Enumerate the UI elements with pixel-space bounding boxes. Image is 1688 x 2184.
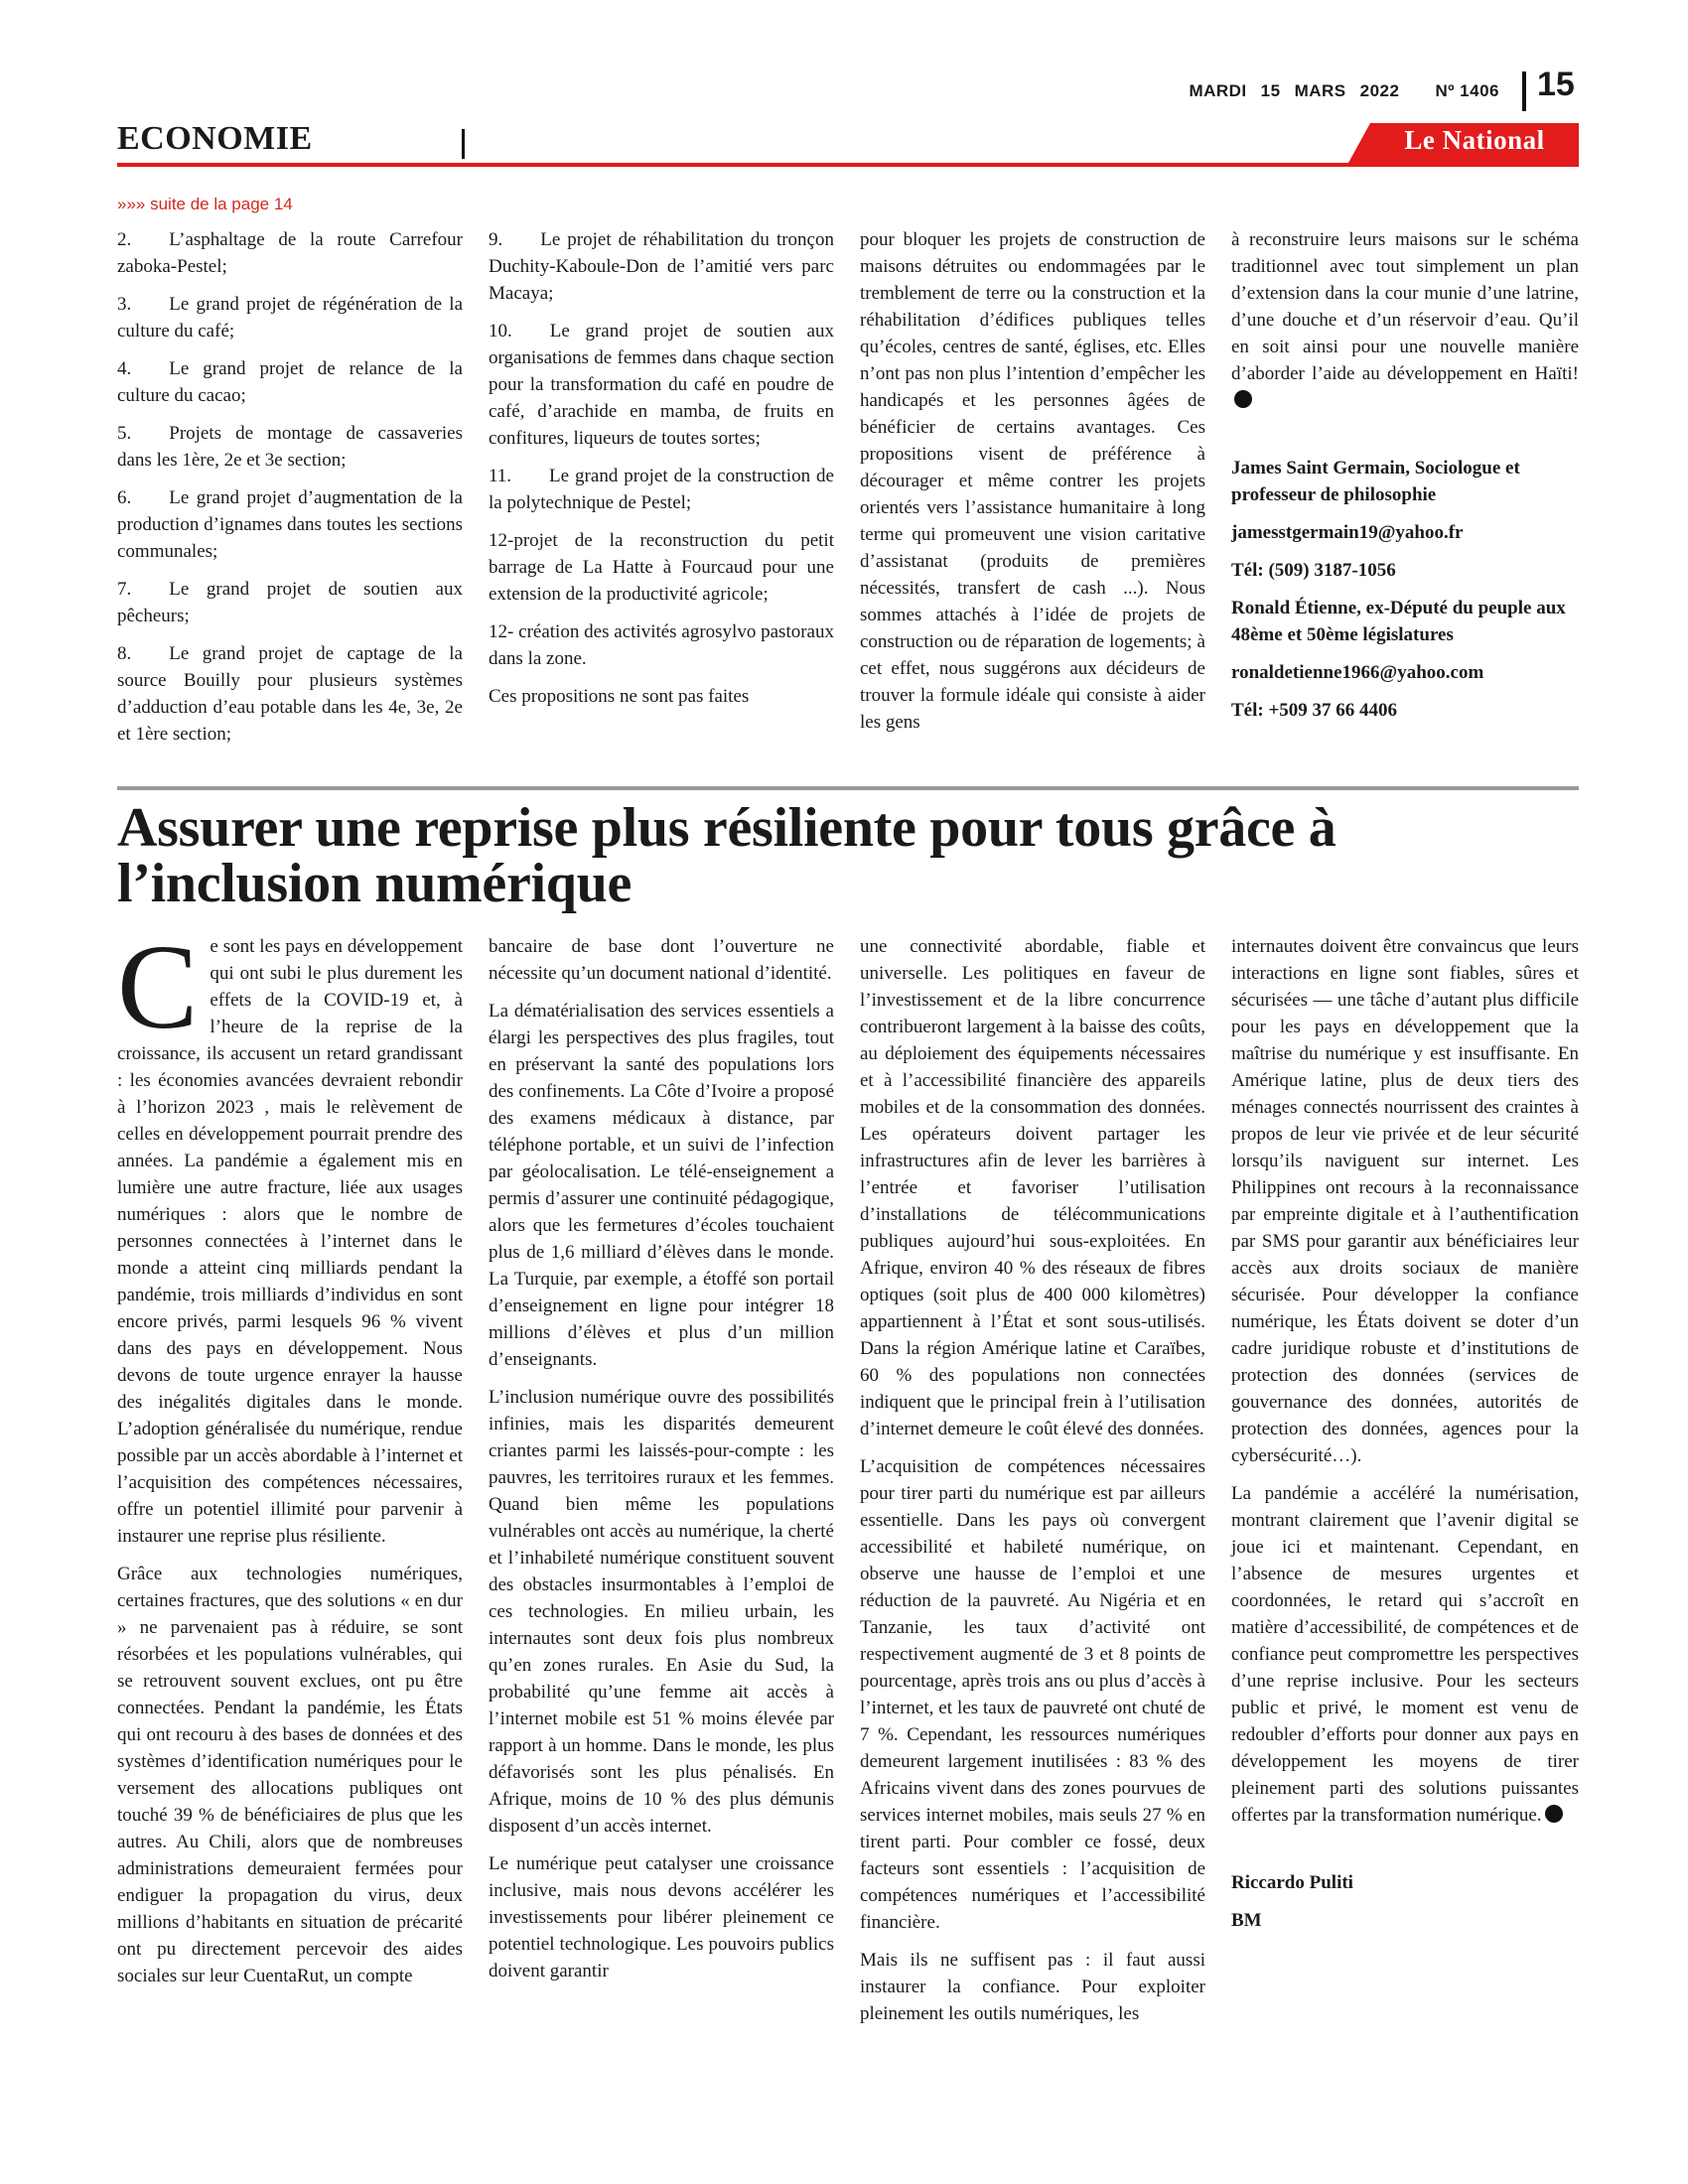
drop-cap: C — [117, 920, 199, 1054]
project-item: 3. Le grand projet de régénération de la culture du café; — [117, 294, 463, 341]
project-item: 4. Le grand projet de relance de la culture du cacao; — [117, 358, 463, 406]
page-number: 15 — [1537, 66, 1575, 103]
paragraph: bancaire de base dont l’ouverture ne nécessite qu’un document national d’identité. — [489, 936, 834, 984]
article-author: Riccardo Puliti — [1231, 1872, 1353, 1893]
continued-from-link: »»» suite de la page 14 — [117, 195, 293, 213]
author-signature: James Saint Germain, Sociologue et professeur de philosophie — [1231, 458, 1520, 505]
project-item: 8. Le grand projet de captage de la source Bouilly pour plusieurs systèmes d’adduction d’eau potable dans les 4e, 3e, 2e et 1ère section; — [117, 643, 463, 745]
paragraph: une connectivité abordable, fiable et universelle. Les politiques en faveur de l’investissement et de la libre concurrence contribueront largement à la baisse des coûts, au déploiement des équipements nécessaires et à l’accessibilité financière des appareils mobiles et de la consommation des données. Les opérateurs doivent partager les infrastructures afin de lever les barrières à l’entrée et favoriser l’utilisation d’installations de télécommunications publiques aujourd’hui sous-exploitées. En Afrique, environ 40 % des réseaux de fibres optiques (soit plus de 400 000 kilomètres) appartiennent à l’État et sont sous-utilisés. Dans la région Amérique latine et Caraïbes, 60 % des populations non connectées indiquent que le principal frein à l’utilisation d’internet demeure le coût élevé des données. — [860, 936, 1205, 1439]
author-phone: Tél: (509) 3187-1056 — [1231, 560, 1396, 581]
issue-number: Nº 1406 — [1435, 81, 1499, 100]
paragraph-text: à reconstruire leurs maisons sur le schéma traditionnel avec tout simplement un plan d’extension dans la cour munie d’une latrine, d’une douche et d’un réservoir d’eau. Qu’il en soit ainsi pour une nouvelle manière d’aborder l’aide au développement en Haïti! — [1231, 229, 1579, 384]
main-article-column-4 — [1231, 933, 1579, 1945]
top-article-column-3 — [860, 226, 1205, 747]
project-item: 12-projet de la reconstruction du petit barrage de La Hatte à Fourcaud pour une extension de la productivité agricole; — [489, 530, 834, 605]
date-day: MARDI — [1189, 81, 1247, 100]
main-article-column-2 — [489, 933, 834, 1995]
main-article-column-1 — [117, 920, 463, 2000]
project-item: 5. Projets de montage de cassaveries dans les 1ère, 2e et 3e section; — [117, 423, 463, 471]
lead-paragraph — [117, 920, 463, 1550]
paragraph: L’acquisition de compétences nécessaires pour tirer parti du numérique est par ailleurs essentielle. Dans les pays où convergent accessibilité et habileté numérique, on observe une hausse de l’emploi et une réduction de la pauvreté. Au Nigéria et en Tanzanie, les taux d’activité ont respectivement augmenté de 3 et 8 points de pourcentage, après trois ans ou plus d’accès à l’internet, et les taux de pauvreté ont chuté de 7 %. Cependant, les ressources numériques demeurent largement inutilisées : 83 % des Africains vivent dans des zones pourvues de services internet mobiles, mais seuls 27 % en tirent parti. Pour combler ce fossé, deux facteurs sont essentiels : l’acquisition de compétences numériques et l’accessibilité financière. — [860, 1456, 1205, 1933]
paragraph: L’inclusion numérique ouvre des possibilités infinies, mais les disparités demeurent criantes parmi les laissés-pour-compte : les pauvres, les territoires ruraux et les femmes. Quand bien même les populations vulnérables ont accès au numérique, la cherté et l’inhabileté numérique constituent souvent des obstacles insurmontables à l’emploi de ces technologies. En milieu urbain, les internautes sont deux fois plus nombreux qu’en zones rurales. En Asie du Sud, la probabilité qu’une femme ait accès à l’internet mobile est 51 % moins élevée par rapport à un homme. Dans le monde, les plus défavorisés sont les plus pénalisés. En Afrique, moins de 10 % des plus démunis disposent d’un accès internet. — [489, 1387, 834, 1837]
project-item: 6. Le grand projet d’augmentation de la production d’ignames dans toutes les sections communales; — [117, 487, 463, 562]
paragraph-with-end-mark — [1231, 1480, 1579, 1829]
paragraph-with-end-mark — [1231, 226, 1579, 414]
author-signature: Ronald Étienne, ex-Député du peuple aux 48ème et 50ème législatures — [1231, 598, 1566, 645]
end-of-article-icon — [1234, 390, 1252, 408]
top-article-column-2 — [489, 226, 834, 721]
paragraph-text: e sont les pays en développement qui ont subi le plus durement les effets de la COVID-19 et, à l’heure de la reprise de la croissance, ils accusent un retard grandissant : les économies avancées devraient rebondir à l’horizon 2023 , mais le relèvement de celles en développement pourrait prendre des années. La pandémie a également mis en lumière une autre fracture, liée aux usages numériques : alors que le nombre de personnes connectées à l’internet dans le monde a atteint cinq milliards pendant la pandémie, trois milliards d’individus en sont encore privés, parmi lesquels 96 % vivent dans des pays en développement. Nous devons de toute urgence enrayer la hausse des inégalités digitales dans le monde. L’adoption généralisée du numérique, rendue possible par un accès abordable à l’internet et l’acquisition des compétences nécessaires, offre un potentiel illimité pour parvenir à instaurer une reprise plus résiliente. — [117, 936, 463, 1547]
page-number-divider — [1522, 71, 1526, 111]
project-item: 9. Le projet de réhabilitation du tronçon Duchity-Kaboule-Don de l’amitié vers parc Macaya; — [489, 229, 834, 304]
author-phone: Tél: +509 37 66 4406 — [1231, 700, 1398, 721]
paragraph: Le numérique peut catalyser une croissance inclusive, mais nous devons accélérer les investissements pour libérer pleinement ce potentiel technologique. Les pouvoirs publics doivent garantir — [489, 1853, 834, 1981]
newspaper-brand: Le National — [1404, 125, 1545, 155]
project-item: 10. Le grand projet de soutien aux organisations de femmes dans chaque section pour la transformation du café en poudre de café, d’arachide en mamba, de fruits en confitures, liqueurs de toutes sortes; — [489, 321, 834, 449]
dateline — [1142, 81, 1499, 101]
paragraph-text: La pandémie a accéléré la numérisation, montrant clairement que l’avenir digital se joue ici et maintenant. Cependant, en l’absence de mesures urgentes et coordonnées, le retard qui s’accroît en matière d’accessibilité, de compétences et de confiance peut compromettre les perspectives d’une reprise inclusive. Pour les secteurs public et privé, le moment est venu de redoubler d’efforts pour donner aux pays en développement les moyens de tirer pleinement parti des solutions puissantes offertes par la transformation numérique. — [1231, 1483, 1579, 1826]
paragraph: Grâce aux technologies numériques, certaines fractures, que des solutions « en dur » ne parvenaient pas à réduire, se sont résorbées et les populations vulnérables, qui se retrouvent souvent exclues, ont pu être connectées. Pendant la pandémie, les États qui ont recouru à des bases de données et des systèmes d’identification numériques pour le versement des allocations publiques ont touché 39 % de bénéficiaires de plus que les autres. Au Chili, alors que de nombreuses administrations demeuraient fermées pour endiguer la propagation du virus, deux millions d’habitants en situation de précarité ont pu directement percevoir des aides sociales sur leur CuentaRut, un compte — [117, 1564, 463, 1986]
project-item: 2. L’asphaltage de la route Carrefour zaboka-Pestel; — [117, 229, 463, 277]
date-year: 2022 — [1359, 81, 1400, 100]
article-headline: Assurer une reprise plus résiliente pour tous grâce à l’inclusion numérique — [117, 797, 1336, 914]
paragraph: pour bloquer les projets de construction de maisons détruites ou endommagées par le tremblement de terre ou la construction et la réhabilitation d’édifices publiques telles qu’écoles, centres de santé, églises, etc. Elles n’ont pas non plus l’intention d’empêcher les handicapés et les personnes âgées de bénéficier de certains avantages. Ces propositions visent de préférence à décourager et même contrer les projets orientés vers l’assistance humanitaire à long terme qui promeuvent une vision caritative d’assistanat (produits de premières nécessités, transfert de cash ...). Nous sommes attachés à l’idée de projets de construction ou de réparation de logements; à cet effet, nous suggérons aux décideurs de trouver la formule idéale qui consiste à aider les gens — [860, 229, 1205, 733]
top-article-column-4 — [1231, 226, 1579, 735]
article-separator — [117, 786, 1579, 790]
project-item: 11. Le grand projet de la construction de la polytechnique de Pestel; — [489, 466, 834, 513]
section-title: ECONOMIE — [117, 120, 313, 157]
project-item: 7. Le grand projet de soutien aux pêcheurs; — [117, 579, 463, 626]
paragraph: Ces propositions ne sont pas faites — [489, 686, 750, 707]
paragraph: internautes doivent être convaincus que leurs interactions en ligne sont fiables, sûres et sécurisées — une tâche d’autant plus difficile pour les pays en développement que la maîtrise du numérique y est insuffisante. En Amérique latine, plus de deux tiers des ménages connectés nourrissent des craintes à propos de leur vie privée et de leur sécurité lorsqu’ils naviguent sur internet. Les Philippines ont recours à la reconnaissance par empreinte digitale et à l’authentification par SMS pour garantir aux bénéficiaires leur accès aux droits sociaux de manière sécurisée. Pour développer la confiance numérique, les États doivent se doter d’un cadre juridique robuste et d’institutions de protection des données (services de gouvernance des données, autorités de protection des données, agences pour la cybersécurité…). — [1231, 936, 1579, 1466]
top-article-column-1 — [117, 226, 463, 758]
end-of-article-icon — [1545, 1805, 1563, 1823]
project-item: 12- création des activités agrosylvo pastoraux dans la zone. — [489, 621, 834, 669]
main-article-column-3 — [860, 933, 1205, 2038]
author-email: ronaldetienne1966@yahoo.com — [1231, 662, 1484, 683]
paragraph: Mais ils ne suffisent pas : il faut aussi instaurer la confiance. Pour exploiter pleinement les outils numériques, les — [860, 1950, 1205, 2024]
section-divider — [462, 129, 465, 159]
article-source: BM — [1231, 1910, 1262, 1931]
paragraph: La dématérialisation des services essentiels a élargi les perspectives des plus fragiles, tout en préservant la santé des populations lors des confinements. La Côte d’Ivoire a proposé des examens médicaux à distance, par téléphone portable, et un suivi de l’infection par géolocalisation. Le télé-enseignement a permis d’assurer une continuité pédagogique, alors que les fermetures d’écoles touchaient plus de 1,6 milliard d’élèves dans le monde. La Turquie, par exemple, a étoffé son portail d’enseignement en ligne pour intégrer 18 millions d’élèves et plus d’un million d’enseignants. — [489, 1001, 834, 1370]
header-rule — [117, 163, 1579, 167]
date-month: MARS — [1294, 81, 1346, 100]
date-number: 15 — [1260, 81, 1281, 100]
author-email: jamesstgermain19@yahoo.fr — [1231, 522, 1464, 543]
